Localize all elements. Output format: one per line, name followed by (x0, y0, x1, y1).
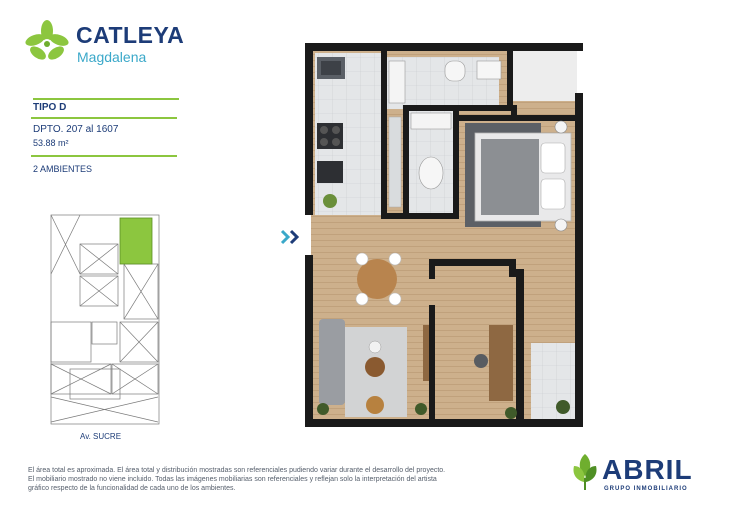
developer-logo (570, 452, 702, 498)
divider (31, 155, 177, 157)
divider (31, 117, 177, 119)
disclaimer-line: El área total es aproximada. El área total y distribución mostradas son referenciales pudiendo variar durante el desarrollo del proyecto. (28, 467, 446, 474)
floor-plan (305, 43, 583, 427)
key-plan-drawing (50, 214, 160, 426)
brand-name: CATLEYA (76, 22, 185, 48)
disclaimer-line: gráfico respecto de la funcionalidad de cada uno de los ambientes. (28, 485, 236, 492)
divider (33, 98, 179, 100)
key-plan (50, 214, 160, 426)
unit-apartments: DPTO. 207 al 1607 (33, 124, 119, 135)
disclaimer (28, 466, 528, 493)
unit-area: 53.88 m² (33, 138, 69, 148)
floor-plan-drawing (305, 43, 583, 427)
unit-type: TIPO D (33, 102, 67, 113)
unit-rooms: 2 AMBIENTES (33, 164, 93, 174)
disclaimer-line: El mobiliario mostrado no viene incluido. Todas las imágenes mobiliarias son referenciales y reflejan solo la interpretación del artista (28, 476, 437, 483)
developer-name: ABRIL (602, 454, 693, 485)
unit-info (33, 98, 179, 174)
developer-tagline: GRUPO INMOBILIARIO (604, 486, 688, 492)
entrance-arrow-icon (280, 229, 302, 245)
catleya-logo (24, 20, 194, 70)
brand-location: Magdalena (77, 49, 147, 65)
orchid-flower-logo (24, 20, 70, 66)
street-label: Av. SUCRE (80, 432, 122, 441)
highlighted-unit (120, 218, 152, 264)
abril-leaf-logo (570, 452, 600, 492)
